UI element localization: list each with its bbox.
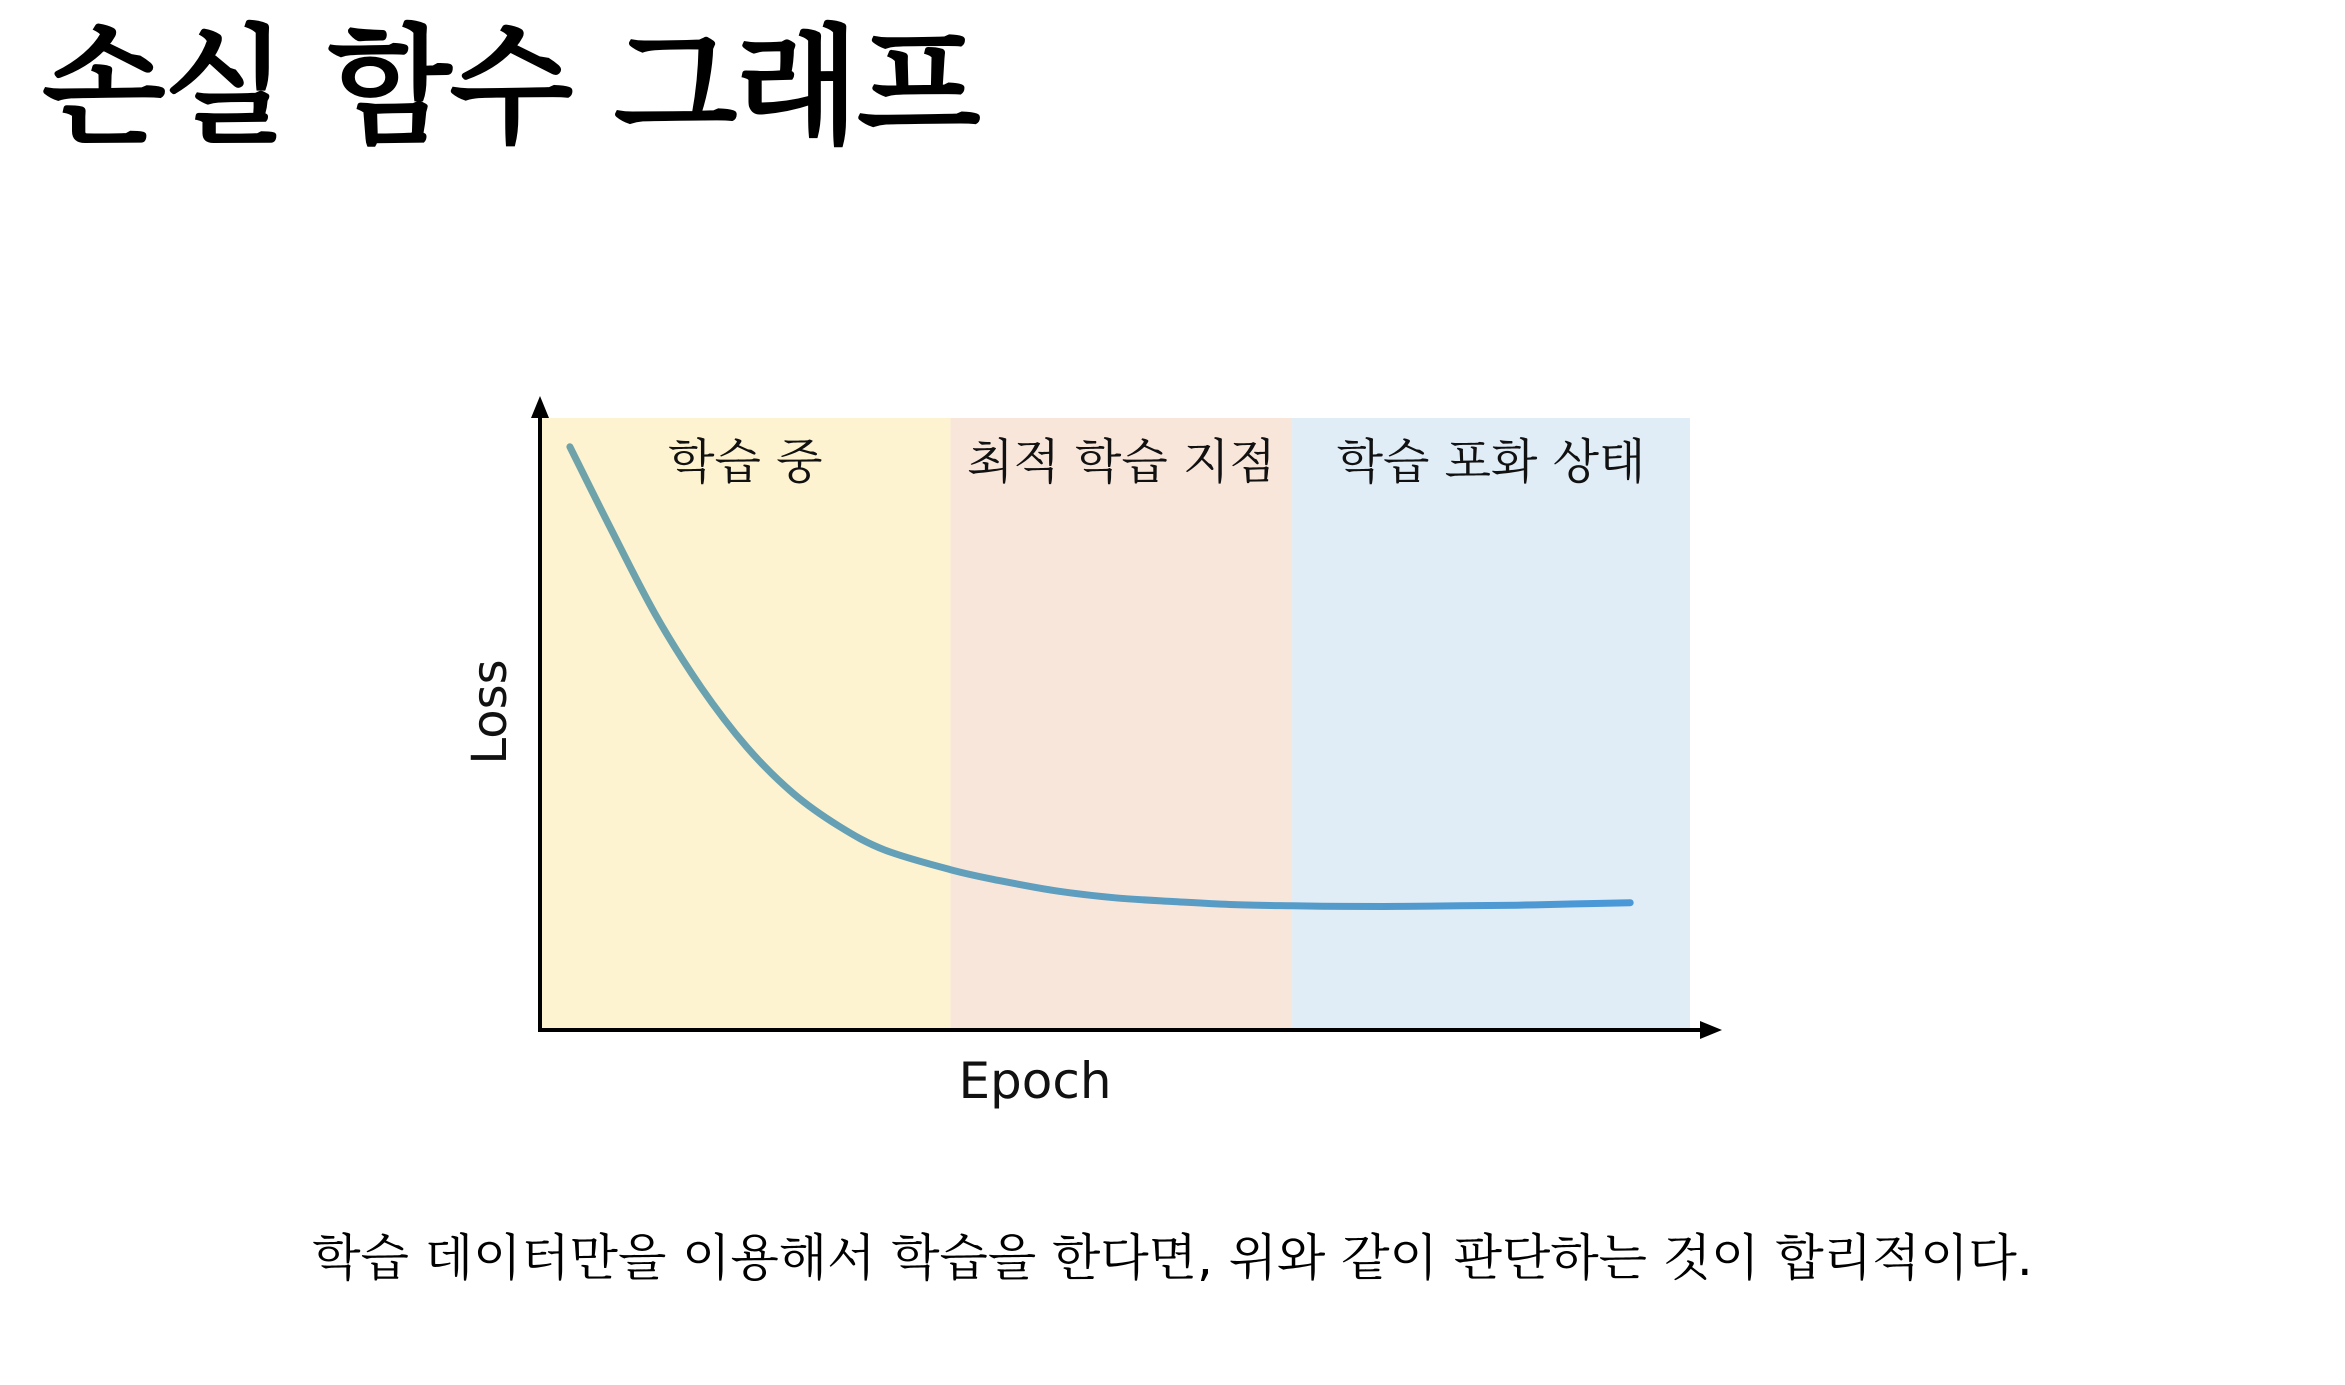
region-label-3: 학습 포화 상태 [1336, 434, 1646, 490]
caption: 학습 데이터만을 이용해서 학습을 한다면, 위와 같이 판단하는 것이 합리적이다. [312, 1229, 2033, 1287]
region-2 [951, 418, 1293, 1030]
x-axis-label: Epoch [958, 1052, 1112, 1110]
region-3 [1292, 418, 1690, 1030]
region-label-layer [668, 434, 1645, 490]
region-label-1: 학습 중 [668, 434, 823, 490]
x-axis-arrow [1700, 1021, 1722, 1039]
y-axis-arrow [531, 396, 549, 418]
page-title: 손실 함수 그래프 [42, 13, 979, 162]
region-label-2: 최적 학습 지점 [966, 434, 1276, 490]
y-axis-label: Loss [462, 659, 518, 765]
region-layer [540, 418, 1690, 1030]
